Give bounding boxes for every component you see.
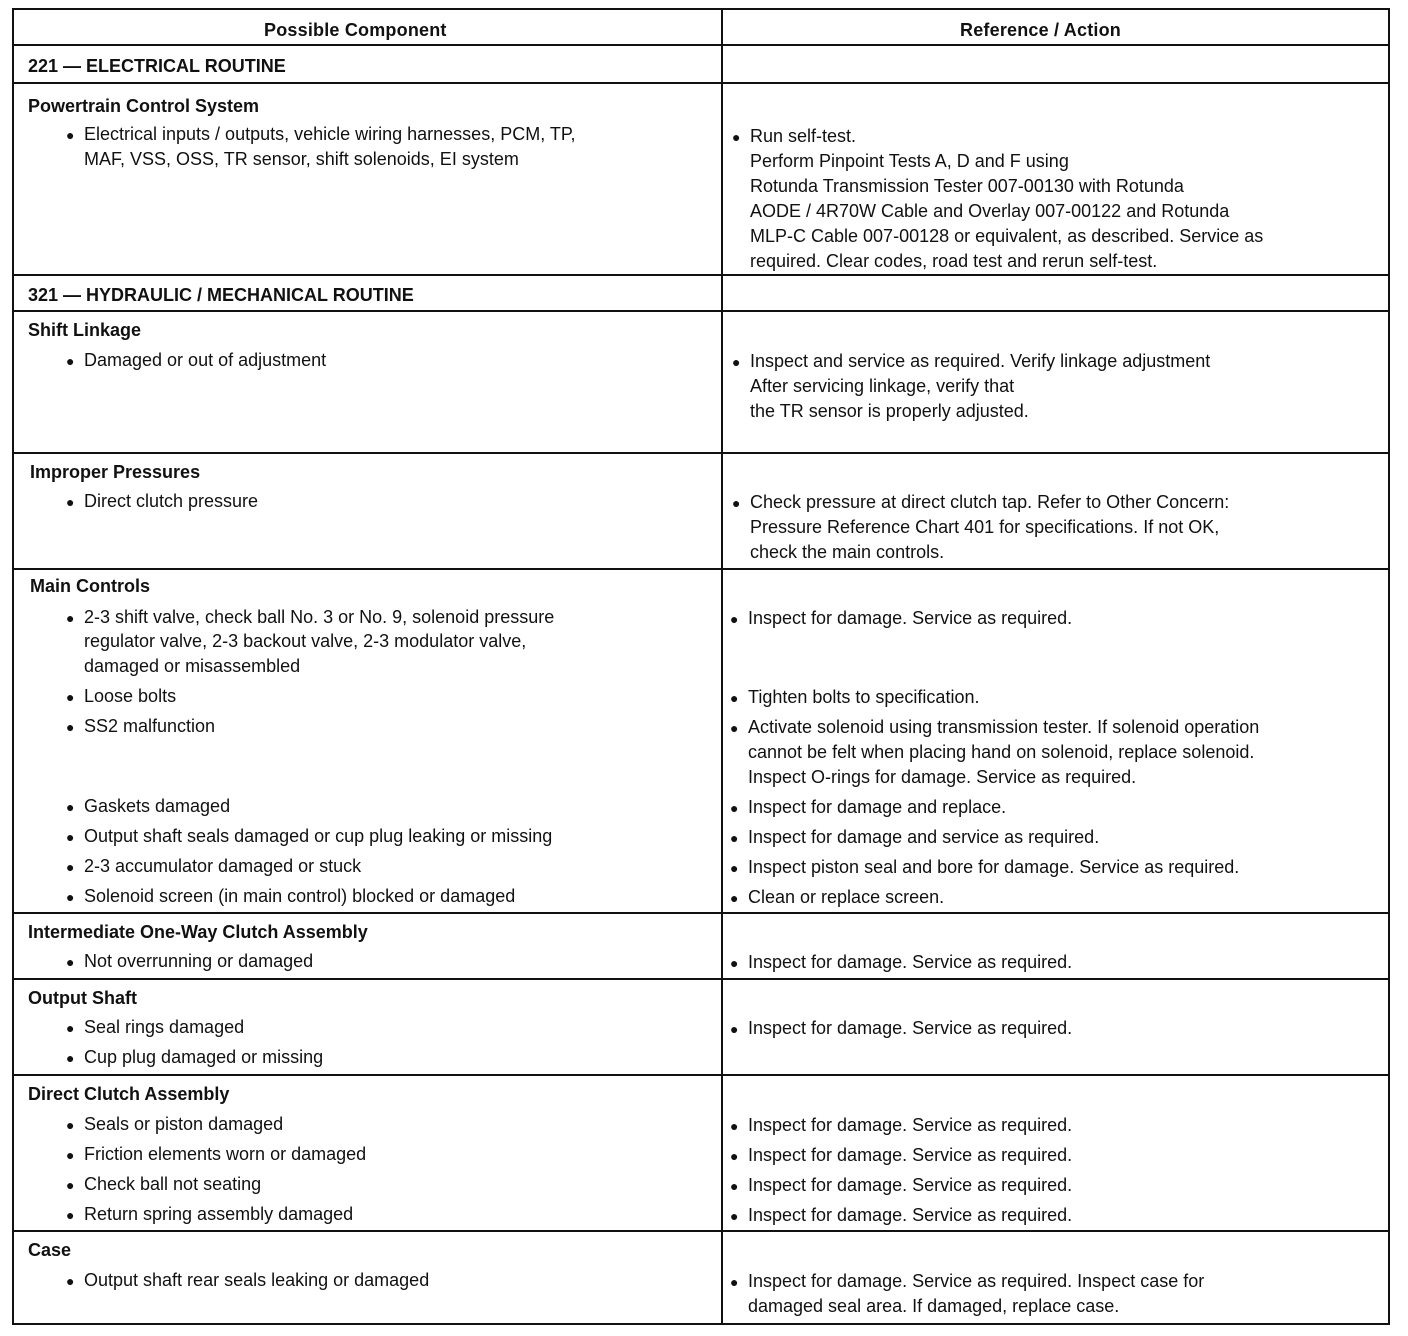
action-item-cont: Perform Pinpoint Tests A, D and F using [750,151,1069,171]
section-title: Powertrain Control System [28,96,260,116]
action-item: ● Inspect for damage and replace. [748,795,1006,820]
component-item: ● Electrical inputs / outputs, vehicle wiring harnesses, PCM, TP, [84,122,576,147]
action-item-cont: check the main controls. [750,542,945,562]
routine-221-title: 221 — ELECTRICAL ROUTINE [28,56,286,76]
header-component: Possible Component [264,20,447,40]
action-item-cont: AODE / 4R70W Cable and Overlay 007-00122 and Rotunda [750,201,1230,221]
action-item: ● Inspect for damage. Service as required. [748,1173,1072,1198]
action-item-cont: Inspect O-rings for damage. Service as required. [748,767,1137,787]
section-title: Intermediate One-Way Clutch Assembly [28,922,368,942]
action-item: ● Inspect for damage. Service as required. [748,606,1072,631]
section-shift-linkage [14,312,1388,454]
component-item-cont: damaged or misassembled [84,656,301,676]
section-powertrain [14,84,1388,276]
component-item: ● Output shaft seals damaged or cup plug leaking or missing [84,824,552,849]
action-item-cont: Rotunda Transmission Tester 007-00130 with Rotunda [750,176,1184,196]
diagnostic-table [12,8,1390,1325]
action-item: ● Inspect for damage and service as required. [748,825,1099,850]
action-item: ● Inspect piston seal and bore for damage. Service as required. [748,855,1239,880]
section-title: Case [28,1240,72,1260]
action-item-cont: the TR sensor is properly adjusted. [750,401,1029,421]
action-item: ● Inspect and service as required. Verify linkage adjustment [750,349,1210,374]
section-title: Output Shaft [28,988,137,1008]
action-item: ● Inspect for damage. Service as required. [748,1203,1072,1228]
component-item: ● Damaged or out of adjustment [84,348,326,373]
header-row [14,10,1388,46]
component-item-cont: MAF, VSS, OSS, TR sensor, shift solenoids, EI system [84,149,519,169]
header-action: Reference / Action [960,20,1121,40]
action-item-cont: required. Clear codes, road test and rerun self-test. [750,251,1158,271]
action-item: ● Tighten bolts to specification. [748,685,979,710]
component-item: ● Friction elements worn or damaged [84,1142,366,1167]
action-item: ● Clean or replace screen. [748,885,944,910]
component-item: ● Seals or piston damaged [84,1112,283,1137]
component-item: ● Solenoid screen (in main control) blocked or damaged [84,884,515,909]
action-item-cont: MLP-C Cable 007-00128 or equivalent, as described. Service as [750,226,1264,246]
component-item: ● Seal rings damaged [84,1015,244,1040]
action-item: ● Run self-test. [750,124,856,149]
action-item-cont: Pressure Reference Chart 401 for specifications. If not OK, [750,517,1220,537]
action-item: ● Check pressure at direct clutch tap. Refer to Other Concern: [750,490,1229,515]
component-item: ● Return spring assembly damaged [84,1202,353,1227]
section-title: Direct Clutch Assembly [28,1084,230,1104]
action-item-cont: After servicing linkage, verify that [750,376,1015,396]
section-direct-clutch [14,1076,1388,1232]
section-main-controls [14,570,1388,914]
action-item: ● Inspect for damage. Service as required. [748,1143,1072,1168]
section-title: Shift Linkage [28,320,142,340]
routine-321-title: 321 — HYDRAULIC / MECHANICAL ROUTINE [28,285,414,305]
component-item: ● 2-3 shift valve, check ball No. 3 or No. 9, solenoid pressure [84,605,554,630]
routine-321-row [14,276,1388,312]
component-item: ● Gaskets damaged [84,794,230,819]
component-item: ● 2-3 accumulator damaged or stuck [84,854,361,879]
action-item-cont: damaged seal area. If damaged, replace case. [748,1296,1120,1316]
section-one-way-clutch [14,914,1388,980]
action-item: ● Inspect for damage. Service as required. [748,950,1072,975]
section-case [14,1232,1388,1325]
section-title: Improper Pressures [30,462,201,482]
action-item-cont: cannot be felt when placing hand on solenoid, replace solenoid. [748,742,1255,762]
component-item: ● SS2 malfunction [84,714,215,739]
component-item: ● Check ball not seating [84,1172,261,1197]
action-item: ● Inspect for damage. Service as required. [748,1016,1072,1041]
section-title: Main Controls [30,576,150,596]
action-item: ● Inspect for damage. Service as required. [748,1113,1072,1138]
routine-221-row [14,46,1388,84]
component-item: ● Loose bolts [84,684,176,709]
component-item-cont: regulator valve, 2-3 backout valve, 2-3 modulator valve, [84,631,527,651]
component-item: ● Cup plug damaged or missing [84,1045,323,1070]
section-output-shaft [14,980,1388,1076]
component-item: ● Not overrunning or damaged [84,949,313,974]
action-item: ● Activate solenoid using transmission tester. If solenoid operation [748,715,1259,740]
section-improper-pressures [14,454,1388,570]
component-item: ● Output shaft rear seals leaking or damaged [84,1268,429,1293]
action-item: ● Inspect for damage. Service as required. Inspect case for [748,1269,1204,1294]
component-item: ● Direct clutch pressure [84,489,258,514]
